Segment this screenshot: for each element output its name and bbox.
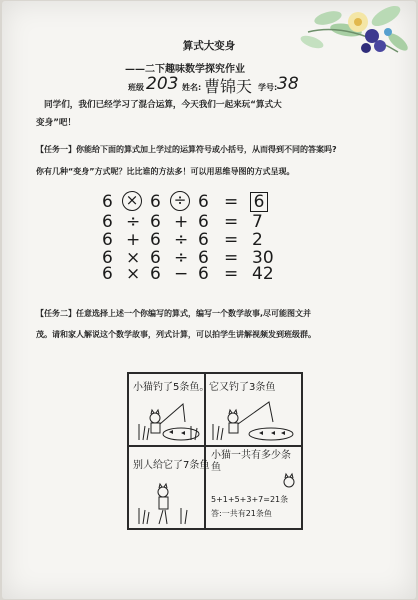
equation-operator: ÷ <box>174 230 189 250</box>
equation-operator: × <box>122 191 142 211</box>
cat-thinking-drawing-icon <box>277 470 301 494</box>
equation-result: 30 <box>252 248 274 268</box>
equation-result: 42 <box>252 264 274 284</box>
equation-operator: ÷ <box>174 248 189 268</box>
equals-sign: = <box>224 212 239 232</box>
equals-sign: = <box>224 230 239 250</box>
equation-operator: − <box>174 264 189 284</box>
comic-panel3-text: 别人给它了7条鱼 <box>133 460 210 471</box>
equation-operator: ÷ <box>126 212 141 232</box>
task1-line-2: 你有几种“变身”方式呢？比比谁的方法多！可以用思维导图的方式呈现。 <box>36 167 295 176</box>
comic-divider-vertical <box>204 374 206 528</box>
cat-receiving-fish-drawing-icon <box>133 470 201 526</box>
class-label: 班级 <box>128 83 144 92</box>
task2-line-1: 【任务二】任意选择上述一个你编写的算式，编写一个数学故事,尽可能图文并 <box>36 309 312 318</box>
equation-operand: 6 <box>198 192 209 212</box>
equation-result: 2 <box>252 230 263 250</box>
comic-calc-line-2: 答:一共有21条鱼 <box>211 509 272 518</box>
equation-operand: 6 <box>150 264 161 284</box>
equation-result: 7 <box>252 212 263 232</box>
equation-operator: + <box>174 212 189 232</box>
equation-operand: 6 <box>198 248 209 268</box>
task2-line-2: 茂。请和家人解说这个数学故事，列式计算，可以拍学生讲解视频发到班级群。 <box>36 330 316 339</box>
comic-story-grid <box>127 372 303 530</box>
comic-calc-line-1: 5+1+5+3+7=21条 <box>211 495 289 504</box>
cat-fishing-drawing-icon <box>133 394 201 442</box>
equation-operand: 6 <box>102 248 113 268</box>
equation-operand: 6 <box>150 212 161 232</box>
equation-operand: 6 <box>198 264 209 284</box>
comic-panel2-text: 它又钓了3条鱼 <box>209 382 276 393</box>
equals-sign: = <box>224 248 239 268</box>
comic-divider-horizontal <box>129 445 301 447</box>
cat-fishing-more-drawing-icon <box>209 394 299 442</box>
equation-operand: 6 <box>102 230 113 250</box>
equation-operand: 6 <box>102 212 113 232</box>
id-label: 学号: <box>258 83 278 92</box>
id-value: 38 <box>277 74 299 94</box>
equation-result: 6 <box>250 192 268 212</box>
equation-operand: 6 <box>102 192 113 212</box>
comic-panel1-text: 小猫钓了5条鱼。 <box>133 382 210 393</box>
equation-operand: 6 <box>150 192 161 212</box>
name-label: 姓名: <box>182 83 202 92</box>
equation-operand: 6 <box>150 230 161 250</box>
flower-decoration-icon <box>288 2 416 68</box>
equation-operand: 6 <box>198 212 209 232</box>
worksheet-title: 算式大变身 <box>182 40 236 52</box>
equation-operand: 6 <box>102 264 113 284</box>
equation-operand: 6 <box>150 248 161 268</box>
intro-line-2: 变身”吧！ <box>36 118 77 128</box>
equation-operator: × <box>126 264 141 284</box>
equation-operator: × <box>126 248 141 268</box>
name-value: 曹锦天 <box>204 77 253 96</box>
class-value: 203 <box>146 74 179 94</box>
equation-operator: + <box>126 230 141 250</box>
worksheet-subtitle: ——二下趣味数学探究作业 <box>125 64 245 75</box>
equals-sign: = <box>224 192 239 212</box>
intro-line-1: 同学们，我们已经学习了混合运算，今天我们一起来玩“算式大 <box>44 100 282 110</box>
task1-line-1: 【任务一】你能给下面的算式加上学过的运算符号或小括号，从而得到不同的答案吗? <box>36 145 337 154</box>
equation-operator: ÷ <box>170 191 190 211</box>
comic-panel4-text: 小猫一共有多少条鱼 <box>211 450 291 473</box>
equals-sign: = <box>224 264 239 284</box>
equation-operand: 6 <box>198 230 209 250</box>
